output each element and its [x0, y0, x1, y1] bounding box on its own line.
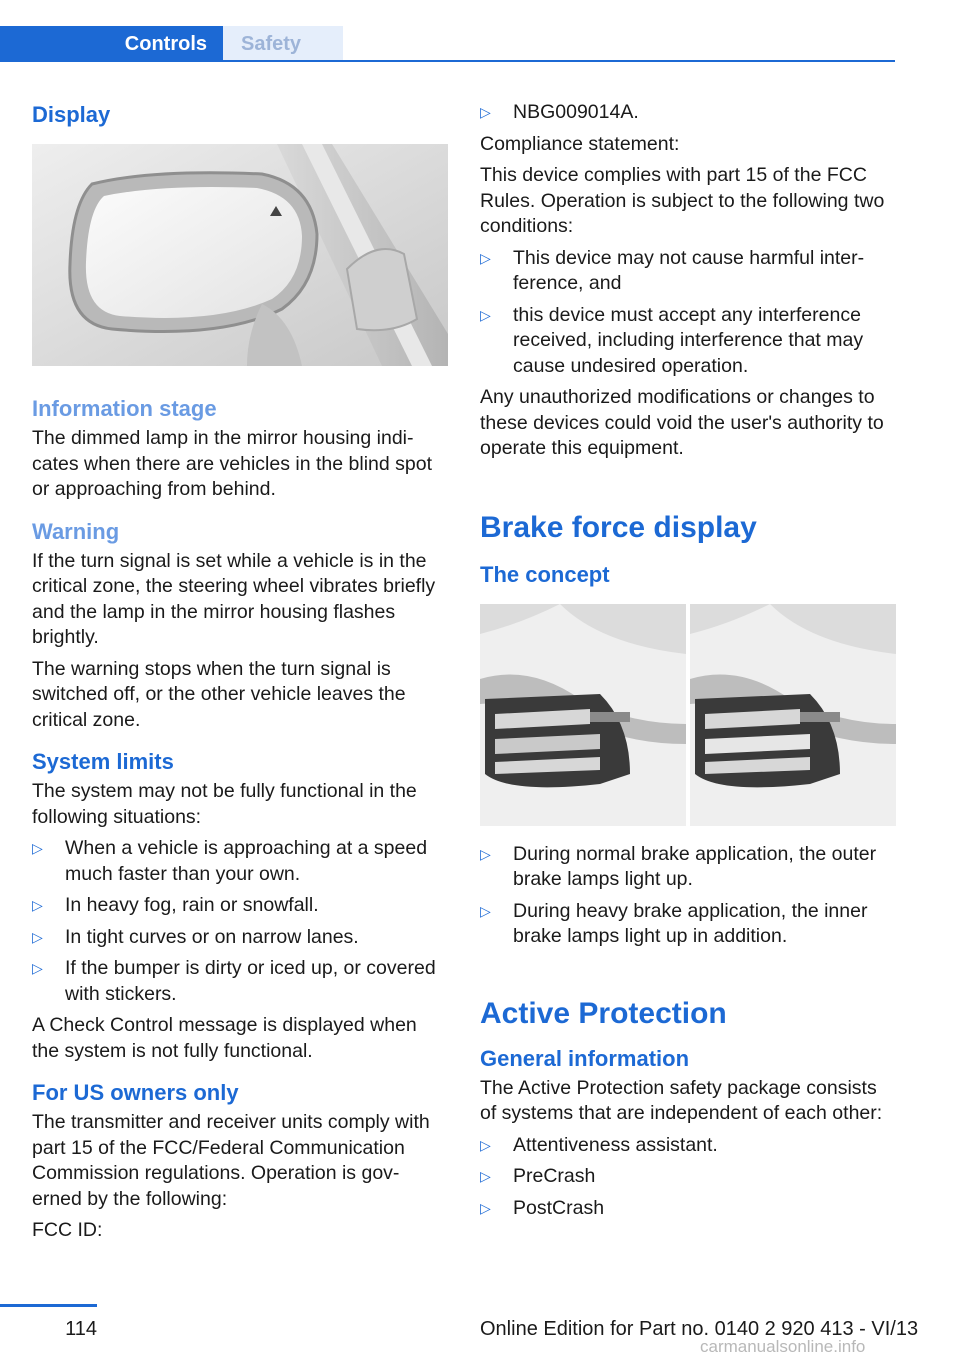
header-divider: [0, 60, 895, 62]
left-column: [32, 100, 448, 1250]
header-tabbar: [0, 0, 895, 62]
triangle-right-icon: ▷: [32, 840, 43, 856]
list-item: ▷ This device may not cause harmful inter-ference, and: [480, 246, 865, 294]
list-item: ▷ In tight curves or on narrow lanes.: [32, 925, 448, 951]
us-owners-heading: For US owners only: [32, 1080, 239, 1105]
tab-controls[interactable]: Controls: [0, 26, 223, 62]
compliance-label: Compliance statement:: [480, 132, 680, 155]
system-limits-heading: System limits: [32, 749, 174, 774]
triangle-right-icon: ▷: [32, 928, 43, 945]
mirror-illustration: [32, 144, 448, 366]
edition-text: Online Edition for Part no. 0140 2 920 413 - VI/13: [480, 1318, 919, 1340]
list-item: ▷ In heavy fog, rain or snowfall.: [32, 893, 448, 919]
brake-force-heading: Brake force display: [480, 510, 757, 544]
triangle-right-icon: ▷: [480, 306, 491, 323]
list-item: ▷ During heavy brake application, the inner brake lamps light up in addition.: [480, 899, 868, 947]
warning-text-2: The warning stops when the turn signal is switched off, or the other vehicle leaves the critical zone.: [32, 657, 406, 731]
display-heading: Display: [32, 102, 111, 127]
brake-lamp-normal-figure: [480, 604, 686, 826]
us-owners-text: The transmitter and receiver units comply with part 15 of the FCC/Federal Communication Commission regulations. Operation is gov-erned by the following:: [32, 1111, 430, 1210]
warning-heading: Warning: [32, 518, 120, 544]
system-limits-intro: The system may not be fully functional in the following situations:: [32, 780, 417, 828]
tab-safety[interactable]: Safety: [223, 26, 343, 62]
list-item: ▷ If the bumper is dirty or iced up, or covered with stickers.: [32, 957, 436, 1005]
list-item: ▷ PostCrash: [480, 1196, 896, 1222]
warning-text-1: If the turn signal is set while a vehicle is in the critical zone, the steering wheel vibrates briefly and the lamp in the mirror housing flashes brightly.: [32, 549, 436, 648]
list-item: ▷ PreCrash: [480, 1164, 896, 1190]
triangle-right-icon: ▷: [480, 249, 491, 266]
triangle-right-icon: ▷: [480, 1136, 491, 1153]
general-info-list: [480, 1133, 896, 1222]
brake-lamp-heavy-figure: [690, 604, 896, 826]
unauthorized-text: Any unauthorized modifications or changes to these devices could void the user's authority to operate this equipment.: [480, 386, 884, 459]
triangle-right-icon: ▷: [480, 902, 491, 919]
triangle-right-icon: ▷: [32, 960, 43, 976]
concept-heading: The concept: [480, 561, 610, 587]
list-item: ▷ When a vehicle is approaching at a speed much faster than your own.: [32, 837, 428, 885]
footer-divider: [0, 1304, 97, 1307]
fcc-id-list: [480, 100, 896, 126]
brake-lamp-figure: [480, 604, 896, 826]
mirror-figure: [32, 144, 448, 366]
info-stage-text: The dimmed lamp in the mirror housing indi-cates when there are vehicles in the blind spot or approaching from behind.: [32, 427, 432, 500]
list-item: ▷ During normal brake application, the outer brake lamps light up.: [480, 842, 877, 890]
triangle-right-icon: ▷: [480, 1199, 491, 1216]
active-protection-heading: Active Protection: [480, 996, 727, 1030]
watermark: carmanualsonline.info: [700, 1337, 866, 1356]
brake-lamp-heavy-illustration: [690, 604, 896, 826]
brake-list: [480, 842, 896, 950]
list-item: ▷ this device must accept any interference received, including interference that may cause undesired operation.: [480, 303, 864, 377]
triangle-right-icon: ▷: [480, 845, 491, 862]
triangle-right-icon: ▷: [480, 1168, 491, 1184]
list-item: ▷ Attentiveness assistant.: [480, 1133, 896, 1159]
info-stage-heading: Information stage: [32, 396, 217, 421]
system-limits-list: [32, 836, 448, 1007]
general-info-text: The Active Protection safety package consists of systems that are independent of each other:: [480, 1076, 883, 1124]
brake-lamp-normal-illustration: [480, 604, 686, 826]
compliance-text: This device complies with part 15 of the FCC Rules. Operation is subject to the following two conditions:: [480, 164, 885, 237]
system-limits-outro: A Check Control message is displayed when the system is not fully functional.: [32, 1014, 417, 1062]
right-column: [480, 100, 896, 1227]
general-info-heading: General information: [480, 1045, 690, 1071]
triangle-right-icon: ▷: [480, 104, 491, 120]
triangle-right-icon: ▷: [32, 897, 43, 913]
fcc-id-label: FCC ID:: [32, 1219, 103, 1241]
compliance-list: [480, 246, 896, 380]
list-item: ▷ NBG009014A.: [480, 100, 896, 126]
page-number: 114: [65, 1318, 97, 1340]
